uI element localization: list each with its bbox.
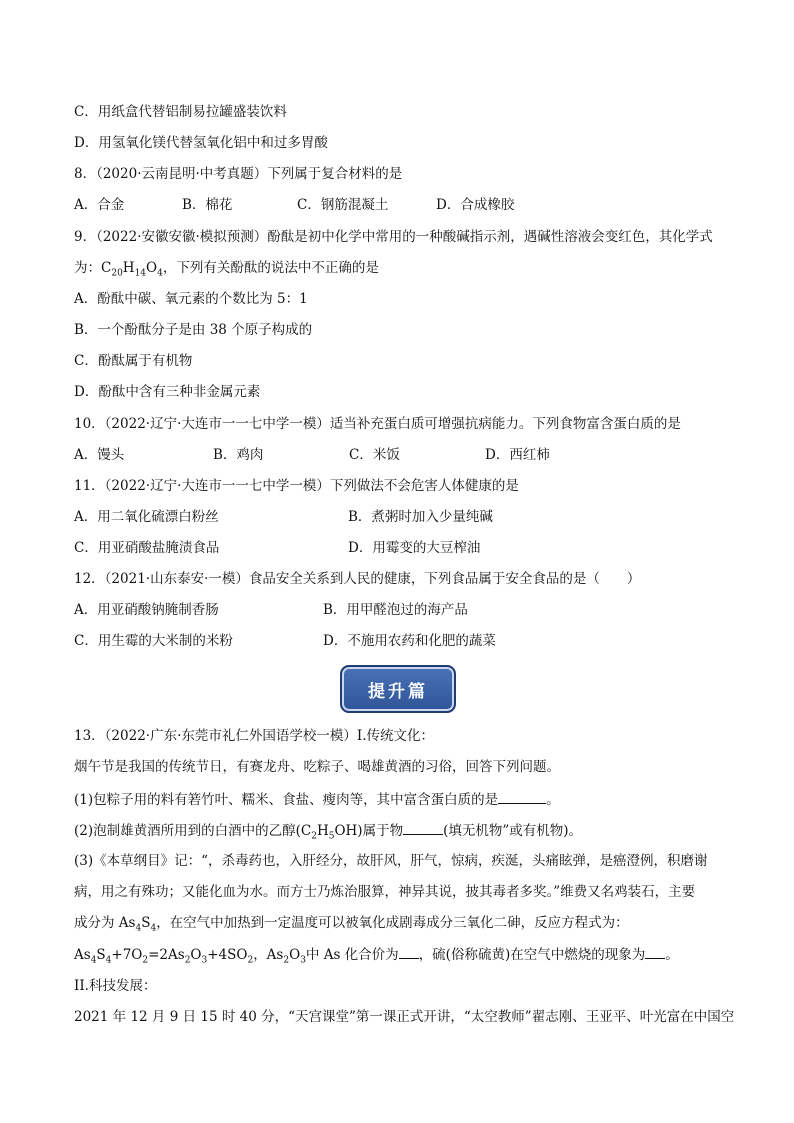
q13-intro: 烟午节是我国的传统节日，有赛龙舟、吃粽子、喝雄黄酒的习俗，回答下列问题。 <box>74 759 560 775</box>
q11-option-c: C．用亚硝酸盐腌渍食品 <box>74 540 220 556</box>
q10-option-c: C．米饭 <box>349 447 400 463</box>
q9-option-a: A．酚酞中碳、氧元素的个数比为 5：1 <box>74 291 308 307</box>
q8-option-d: D．合成橡胶 <box>436 197 515 213</box>
q13-part3-line3: 成分为 $As_4S_4$，在空气中加热到一定温度可以被氧化成剧毒成分三氧化二砷，反应方程式为： <box>74 915 629 934</box>
q12-option-a: A．用亚硝酸钠腌制香肠 <box>74 602 219 618</box>
section-ii-heading: II.科技发展： <box>74 978 157 994</box>
answer-blank[interactable] <box>403 820 443 835</box>
q10-option-b: B．鸡肉 <box>213 447 264 463</box>
q13-part1: (1)包粽子用的料有箬竹叶、糯米、食盐、瘦肉等，其中富含蛋白质的是 。 <box>74 789 560 810</box>
q11-option-a: A．用二氧化硫漂白粉丝 <box>74 509 219 525</box>
q8-option-a: A．合金 <box>74 197 125 213</box>
q7-option-c: C．用纸盒代替铝制易拉罐盛装饮料 <box>74 104 287 120</box>
q13-equation-line: $As_4S_4+7O_2=2As_2O_3+4SO_2$，$As_2O_3$中 As 化合价为 ，硫(俗称硫黄)在空气中燃烧的现象为 。 <box>74 944 679 965</box>
q7-option-d: D．用氢氧化镁代替氢氧化铝中和过多胃酸 <box>74 135 328 151</box>
q10-option-d: D．西红柿 <box>485 447 550 463</box>
q10-option-a: A．馒头 <box>74 447 125 463</box>
q13-ii-paragraph: 2021 年 12 月 9 日 15 时 40 分，“天宫课堂”第一课正式开讲，“太空教师”翟志刚、王亚平、叶光富在中国空 <box>74 1009 735 1025</box>
answer-blank[interactable] <box>498 789 546 804</box>
question-11: 11．（2022·辽宁·大连市一一七中学一模）下列做法不会危害人体健康的是 <box>74 478 519 494</box>
question-10: 10．（2022·辽宁·大连市一一七中学一模）适当补充蛋白质可增强抗病能力。下列食物富含蛋白质的是 <box>74 416 681 432</box>
q12-option-d: D．不施用农药和化肥的蔬菜 <box>323 633 496 649</box>
question-12: 12．（2021·山东泰安·一模）食品安全关系到人民的健康，下列食品属于安全食品的是（ ） <box>74 571 641 587</box>
answer-blank[interactable] <box>399 944 419 959</box>
question-8: 8．（2020·云南昆明·中考真题）下列属于复合材料的是 <box>74 166 403 182</box>
section-banner: 提升篇 <box>340 665 456 713</box>
q12-option-b: B．用甲醛泡过的海产品 <box>323 602 468 618</box>
q8-option-c: C．钢筋混凝土 <box>297 197 389 213</box>
q9-option-c: C．酚酞属于有机物 <box>74 353 193 369</box>
question-13: 13．（2022·广东·东莞市礼仁外国语学校一模）I.传统文化： <box>74 728 434 744</box>
q9-option-d: D．酚酞中含有三种非金属元素 <box>74 384 261 400</box>
q9-option-b: B．一个酚酞分子是由 38 个原子构成的 <box>74 322 313 338</box>
question-9-line1: 9．（2022·安徽安徽·模拟预测）酚酞是初中化学中常用的一种酸碱指示剂，遇碱性溶液会变红色，其化学式 <box>74 229 713 245</box>
q11-option-b: B．煮粥时加入少量纯碱 <box>348 509 493 525</box>
q13-part3-line2: 病，用之有殊功；又能化血为水。而方士乃炼治服算，神异其说，披其毒者多奖。”维费又名鸡装石，主要 <box>74 884 696 900</box>
q8-option-b: B．棉花 <box>182 197 233 213</box>
q13-part2: (2)泡制雄黄酒所用到的白酒中的乙醇$(C_2H_5OH)$属于物 (填无机物”或有机物)。 <box>74 820 582 841</box>
q12-option-c: C．用生霉的大米制的米粉 <box>74 633 233 649</box>
q11-option-d: D．用霉变的大豆榨油 <box>348 540 481 556</box>
question-9-line2: 为：$C_{20}H_{14}O_4$，下列有关酚酞的说法中不正确的是 <box>74 260 379 279</box>
q13-part3-line1: (3)《本草纲目》记：“，杀毒药也，入肝经分，故肝风，肝气，惊病，疾涎，头痛眩弹，是癌澄例，积磨谢 <box>74 853 708 869</box>
answer-blank[interactable] <box>645 944 665 959</box>
